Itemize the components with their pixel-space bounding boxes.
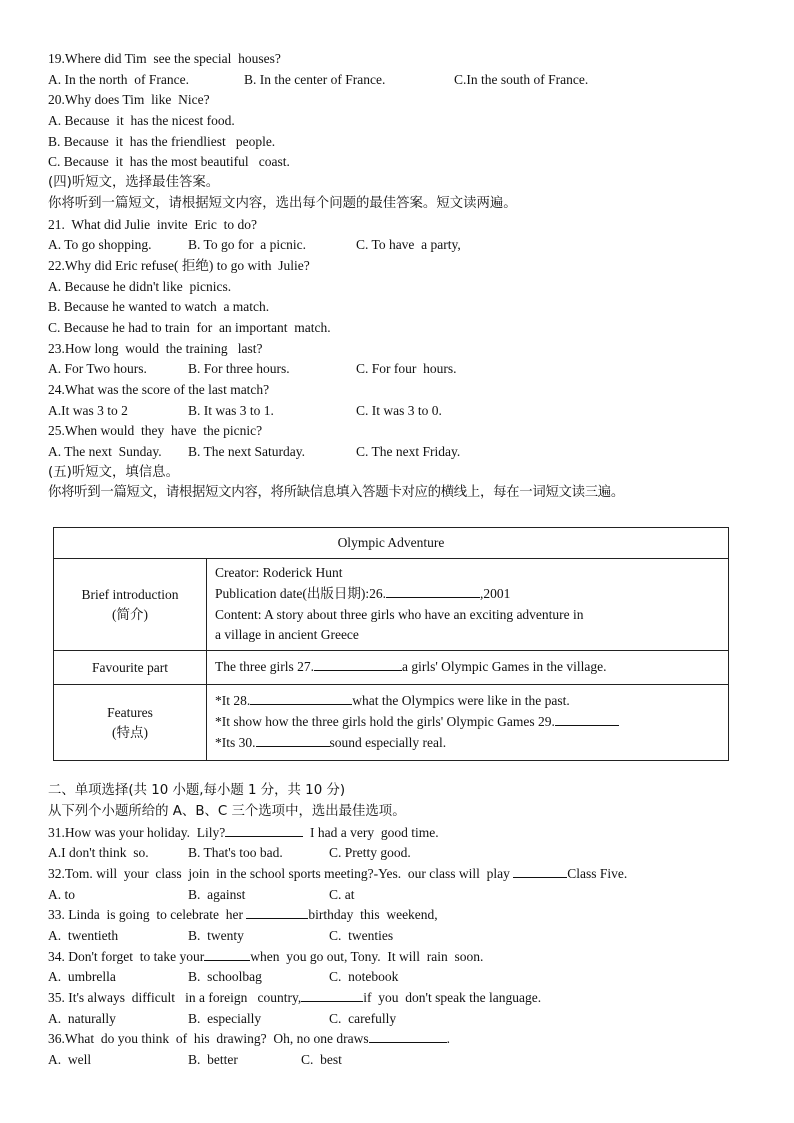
feature-3: [215, 733, 728, 754]
question-36-options: [48, 1050, 754, 1071]
question-32-text-end: Class Five.: [567, 865, 628, 881]
option-b: B. To go for a picnic.: [188, 237, 307, 253]
option-c: C. at: [329, 886, 355, 902]
question-33-text: 33. Linda is going to celebrate her: [48, 907, 247, 923]
option-c: C. carefully: [329, 1010, 397, 1026]
feature-3-text: *Its 30.: [215, 734, 256, 750]
option-c: C. Pretty good.: [329, 845, 411, 861]
question-23-options: [48, 359, 754, 380]
option-b: B. It was 3 to 1.: [188, 402, 274, 418]
question-22: 22.Why did Eric refuse( 拒绝) to go with Julie?: [48, 257, 310, 273]
creator-line: Creator: Roderick Hunt: [215, 565, 343, 581]
question-34-options: [48, 967, 754, 988]
section-5-instructions: 你将听到一篇短文，请根据短文内容，将所缺信息填入答题卡对应的横线上，每在一词短文读三遍。: [48, 485, 624, 501]
option-a: A. twentieth: [48, 927, 119, 943]
question-24: 24.What was the score of the last match?: [48, 382, 270, 397]
option-c: C. twenties: [329, 927, 394, 943]
feature-1: [215, 691, 728, 712]
answer-blank[interactable]: [246, 905, 308, 919]
question-21: 21. What did Julie invite Eric to do?: [48, 216, 257, 232]
feature-1-text-end: what the Olympics were like in the past.: [352, 693, 570, 709]
option-b: B. That's too bad.: [188, 845, 283, 861]
brief-introduction-content: [207, 559, 729, 651]
features-content: [207, 685, 729, 761]
option-a: A. umbrella: [48, 969, 116, 985]
option-c: C. It was 3 to 0.: [356, 402, 442, 418]
feature-3-text-end: sound especially real.: [329, 734, 447, 750]
answer-blank[interactable]: [204, 947, 250, 961]
option-a: A. well: [48, 1052, 92, 1068]
label-cn: (简介): [112, 606, 148, 622]
option-b: B. schoolbag: [188, 969, 262, 985]
option-c: C. notebook: [329, 969, 399, 985]
answer-blank-30[interactable]: [256, 733, 330, 747]
question-34-text: 34. Don't forget to take your: [48, 948, 205, 964]
question-20: 20.Why does Tim like Nice?: [48, 92, 210, 108]
question-36: [48, 1029, 754, 1050]
option-c: C. The next Friday.: [356, 444, 461, 460]
option-b: B. In the center of France.: [244, 71, 386, 87]
question-21-options: [48, 235, 754, 256]
question-22-option-b: B. Because he wanted to watch a match.: [48, 299, 270, 315]
content-line-1: Content: A story about three girls who have an exciting adventure in: [215, 606, 584, 622]
option-b: B. For three hours.: [188, 361, 290, 377]
question-35-text-end: if you don't speak the language.: [363, 990, 542, 1005]
feature-1-text: *It 28.: [215, 693, 251, 709]
feature-2: [215, 712, 728, 733]
section-5-title: (五)听短文，填信息。: [48, 464, 179, 480]
info-table: [53, 527, 729, 761]
label-en: Brief introduction: [81, 586, 179, 602]
table-title: Olympic Adventure: [54, 528, 729, 559]
section-4-title: (四)听短文，选择最佳答案。: [48, 175, 220, 191]
question-19: 19.Where did Tim see the special houses?: [48, 51, 281, 66]
answer-blank-29[interactable]: [555, 712, 619, 726]
question-31-options: [48, 843, 754, 864]
option-a: A.I don't think so.: [48, 845, 149, 861]
answer-blank[interactable]: [513, 864, 567, 878]
answer-blank-26[interactable]: [386, 584, 480, 598]
question-32: [48, 864, 754, 885]
question-33: [48, 905, 754, 926]
answer-blank-27[interactable]: [314, 657, 402, 671]
option-a: A. To go shopping.: [48, 237, 152, 253]
question-36-text-end: .: [446, 1031, 450, 1047]
question-20-option-b: B. Because it has the friendliest people.: [48, 133, 276, 149]
question-22-option-a: A. Because he didn't like picnics.: [48, 278, 232, 294]
option-c: C.In the south of France.: [454, 71, 589, 87]
publication-text: Publication date(出版日期):26.: [215, 585, 386, 601]
option-a: A. to: [48, 886, 75, 902]
brief-introduction-label: [54, 559, 207, 651]
answer-blank[interactable]: [301, 988, 363, 1002]
question-25: 25.When would they have the picnic?: [48, 423, 263, 439]
question-31-text: 31.How was your holiday. Lily?: [48, 824, 226, 840]
question-24-options: [48, 401, 754, 422]
question-35: [48, 988, 754, 1009]
question-22-option-c: C. Because he had to train for an important match.: [48, 319, 331, 335]
question-20-option-c: C. Because it has the most beautiful coast.: [48, 154, 290, 170]
question-20-option-a: A. Because it has the nicest food.: [48, 113, 235, 129]
question-34: [48, 947, 754, 968]
label-cn: (特点): [112, 724, 148, 740]
question-34-text-end: when you go out, Tony. It will rain soon.: [250, 948, 484, 964]
option-b: B. against: [188, 886, 246, 902]
answer-blank[interactable]: [369, 1029, 447, 1043]
question-33-text-end: birthday this weekend,: [308, 907, 438, 923]
option-a: A. For Two hours.: [48, 361, 147, 377]
question-32-options: [48, 885, 754, 906]
question-35-options: [48, 1009, 754, 1030]
question-35-text: 35. It's always difficult in a foreign country,: [48, 990, 302, 1005]
favourite-part-content: [207, 651, 729, 685]
favourite-part-label: Favourite part: [54, 651, 207, 685]
label-en: Features: [107, 704, 153, 720]
option-b: B. twenty: [188, 927, 244, 943]
option-a: A. naturally: [48, 1010, 116, 1026]
answer-blank-28[interactable]: [250, 691, 352, 705]
option-b: B. especially: [188, 1010, 262, 1026]
part-two-instructions: 从下列个小题所给的 A、B、C 三个选项中，选出最佳选项。: [48, 803, 406, 819]
question-25-options: [48, 442, 754, 463]
favourite-text: The three girls 27.: [215, 659, 314, 675]
option-a: A.It was 3 to 2: [48, 402, 128, 418]
section-4-instructions: 你将听到一篇短文，请根据短文内容，选出每个问题的最佳答案。短文读两遍。: [48, 195, 517, 211]
question-31-text-end: I had a very good time.: [303, 824, 439, 840]
question-23: 23.How long would the training last?: [48, 340, 263, 356]
option-c: C. To have a party,: [356, 237, 461, 253]
question-19-options: [48, 70, 754, 91]
part-two-title: 二、单项选择(共 10 小题,每小题 1 分，共 10 分): [48, 783, 346, 799]
option-b: B. The next Saturday.: [188, 444, 305, 460]
publication-line: [215, 584, 728, 605]
option-c: C. For four hours.: [356, 361, 457, 377]
option-b: B. better: [188, 1052, 238, 1068]
favourite-text-end: a girls' Olympic Games in the village.: [401, 659, 607, 675]
content-line-2: a village in ancient Greece: [215, 627, 359, 643]
option-a: A. In the north of France.: [48, 71, 189, 87]
question-32-text: 32.Tom. will your class join in the school sports meeting?-Yes. our class will play: [48, 865, 514, 881]
features-label: [54, 685, 207, 761]
question-36-text: 36.What do you think of his drawing? Oh, no one draws: [48, 1031, 369, 1047]
answer-blank[interactable]: [225, 823, 303, 837]
question-31: [48, 823, 754, 844]
option-c: C. best: [301, 1052, 342, 1068]
option-a: A. The next Sunday.: [48, 444, 162, 460]
feature-2-text: *It show how the three girls hold the girls' Olympic Games 29.: [215, 714, 555, 730]
publication-year: ,2001: [479, 585, 511, 601]
question-33-options: [48, 926, 754, 947]
